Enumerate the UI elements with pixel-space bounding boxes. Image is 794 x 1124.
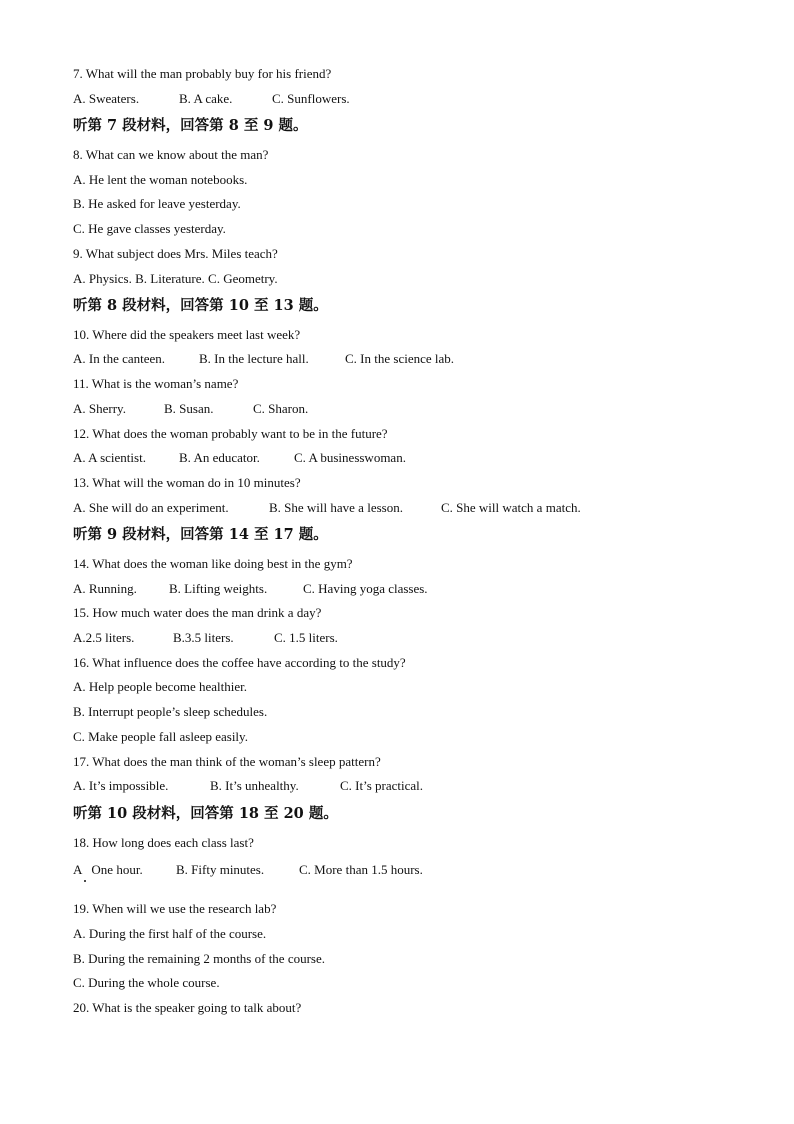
option-b: B. An educator. <box>179 450 260 465</box>
option-a: A.2.5 liters. <box>73 630 135 645</box>
question-19: 19. When will we use the research lab? <box>73 901 277 916</box>
option-c: C. Having yoga classes. <box>303 581 428 596</box>
question-18: 18. How long does each class last? <box>73 835 254 850</box>
options-18 <box>73 862 423 878</box>
option-c: C. She will watch a match. <box>441 500 581 515</box>
option-a: A. Running. <box>73 581 137 596</box>
question-10: 10. Where did the speakers meet last week? <box>73 327 301 342</box>
option-line: B. Interrupt people’s sleep schedules. <box>73 704 268 719</box>
option-b: B. It’s unhealthy. <box>210 778 299 793</box>
options-17 <box>73 778 423 794</box>
question-20: 20. What is the speaker going to talk about? <box>73 1000 302 1015</box>
options-12 <box>73 450 406 466</box>
question-15: 15. How much water does the man drink a day? <box>73 605 322 620</box>
question-17: 17. What does the man think of the woman’s sleep pattern? <box>73 754 381 769</box>
option-b: B. Lifting weights. <box>169 581 268 596</box>
option-a: A. In the canteen. <box>73 351 166 366</box>
option-line: A. He lent the woman notebooks. <box>73 172 248 187</box>
options-9: A. Physics. B. Literature. C. Geometry. <box>73 271 278 286</box>
question-13: 13. What will the woman do in 10 minutes? <box>73 475 301 490</box>
option-b: B.3.5 liters. <box>173 630 234 645</box>
question-7: 7. What will the man probably buy for his friend? <box>73 66 332 81</box>
question-14: 14. What does the woman like doing best in the gym? <box>73 556 353 571</box>
option-line: C. Make people fall asleep easily. <box>73 729 248 744</box>
options-11 <box>73 401 308 417</box>
option-b: B. Fifty minutes. <box>176 862 265 877</box>
option-b: B. Susan. <box>164 401 214 416</box>
options-15 <box>73 630 338 646</box>
option-line: B. He asked for leave yesterday. <box>73 196 241 211</box>
option-c: C. It’s practical. <box>340 778 424 793</box>
option-a: A. Sweaters. <box>73 91 140 106</box>
section-heading: 听第 10 段材料，回答第 18 至 20 题。 <box>73 805 338 822</box>
options-10 <box>73 351 454 367</box>
options-7 <box>73 91 350 107</box>
option-a: A. A scientist. <box>73 450 146 465</box>
section-heading: 听第 7 段材料，回答第 8 至 9 题。 <box>73 117 308 134</box>
question-12: 12. What does the woman probably want to be in the future? <box>73 426 388 441</box>
option-b: B. A cake. <box>179 91 233 106</box>
section-heading: 听第 8 段材料，回答第 10 至 13 题。 <box>73 297 328 314</box>
question-8: 8. What can we know about the man? <box>73 147 269 162</box>
options-13 <box>73 500 581 516</box>
section-heading: 听第 9 段材料，回答第 14 至 17 题。 <box>73 526 328 543</box>
option-c: C. Sharon. <box>253 401 309 416</box>
option-a: A. Sherry. <box>73 401 126 416</box>
option-c: C. A businesswoman. <box>294 450 406 465</box>
option-line: A. Help people become healthier. <box>73 679 247 694</box>
stray-dot <box>84 880 86 882</box>
option-a: A One hour. <box>73 862 143 877</box>
option-b: B. In the lecture hall. <box>199 351 309 366</box>
question-9: 9. What subject does Mrs. Miles teach? <box>73 246 278 261</box>
option-c: C. In the science lab. <box>345 351 455 366</box>
option-line: C. He gave classes yesterday. <box>73 221 226 236</box>
options-14 <box>73 581 428 597</box>
option-b: B. She will have a lesson. <box>269 500 403 515</box>
option-c: C. More than 1.5 hours. <box>299 862 423 877</box>
option-line: A. During the first half of the course. <box>73 926 267 941</box>
option-c: C. 1.5 liters. <box>274 630 338 645</box>
option-a: A. It’s impossible. <box>73 778 169 793</box>
option-a: A. She will do an experiment. <box>73 500 229 515</box>
option-line: B. During the remaining 2 months of the course. <box>73 951 326 966</box>
option-c: C. Sunflowers. <box>272 91 350 106</box>
question-11: 11. What is the woman’s name? <box>73 376 239 391</box>
option-line: C. During the whole course. <box>73 975 220 990</box>
question-16: 16. What influence does the coffee have according to the study? <box>73 655 406 670</box>
